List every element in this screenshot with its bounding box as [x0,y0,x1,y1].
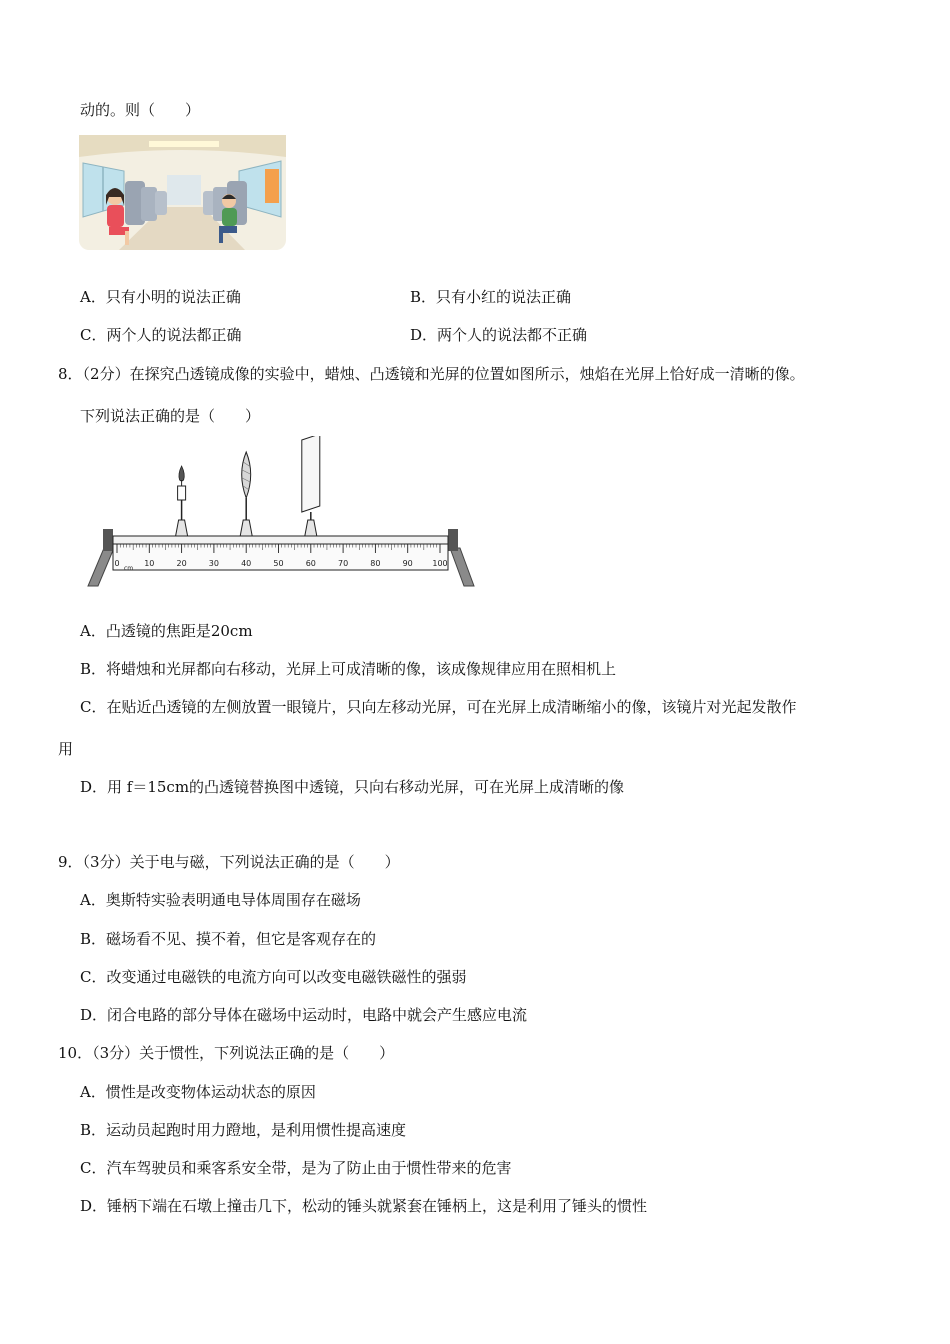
scale-label: 80 [370,559,381,568]
candle-flame [179,466,184,481]
bench-left-endblock [103,529,113,551]
q7-option-c: C．两个人的说法都正确 [80,326,242,344]
scale-label: 40 [241,559,252,568]
q8-option-c-line1: C．在贴近凸透镜的左侧放置一眼镜片，只向左移动光屏，可在光屏上成清晰缩小的像，该镜片对光起发散作 [80,698,797,716]
q8-option-b: B．将蜡烛和光屏都向右移动，光屏上可成清晰的像，该成像规律应用在照相机上 [80,660,617,678]
train-interior-illustration [79,135,286,250]
candle-holder [176,520,188,536]
scale-label: 10 [144,559,155,568]
bench-right-leg [450,548,474,586]
q7-stem-tail: 动的。则（ ） [80,101,201,119]
q7-option-a: A．只有小明的说法正确 [80,288,241,306]
scale-label: 50 [273,559,284,568]
q8-option-a: A．凸透镜的焦距是20cm [80,622,253,640]
scale-label: 90 [402,559,413,568]
q8-option-d: D．用 f＝15cm的凸透镜替换图中透镜，只向右移动光屏，可在光屏上成清晰的像 [80,778,625,796]
scale-label: 60 [305,559,316,568]
q10-option-c: C．汽车驾驶员和乘客系安全带，是为了防止由于惯性带来的危害 [80,1159,512,1177]
q10-option-d: D．锤柄下端在石墩上撞击几下，松动的锤头就紧套在锤柄上，这是利用了锤头的惯性 [80,1197,648,1215]
q8-stem-line2: 下列说法正确的是（ ） [80,407,261,425]
scale-label: 0 [114,559,120,568]
optical-bench-figure [86,436,478,590]
q7-option-b: B．只有小红的说法正确 [410,288,572,306]
q10-option-a: A．惯性是改变物体运动状态的原因 [80,1083,316,1101]
scale-label: 70 [338,559,349,568]
light-screen-board [302,436,320,512]
scale-label: 20 [176,559,187,568]
bench-left-leg [88,548,114,586]
candle [176,466,188,536]
bench-rail [113,536,448,544]
q7-option-d: D．两个人的说法都不正确 [410,326,588,344]
scale-label: 30 [208,559,219,568]
candle-body [178,486,186,500]
convex-lens [240,452,252,536]
bench-unit-label: cm [124,565,134,572]
convex-lens-glass [242,452,251,498]
scale-label: 100 [432,559,448,568]
lens-holder [240,520,252,536]
q9-option-c: C．改变通过电磁铁的电流方向可以改变电磁铁磁性的强弱 [80,968,467,986]
q10-stem: 10．（3分）关于惯性，下列说法正确的是（ ） [58,1044,395,1062]
screen-holder [305,520,317,536]
q8-option-c-line2: 用 [58,740,74,758]
q9-option-b: B．磁场看不见、摸不着，但它是客观存在的 [80,930,377,948]
q9-option-d: D．闭合电路的部分导体在磁场中运动时，电路中就会产生感应电流 [80,1006,528,1024]
q8-stem-line1: 8．（2分）在探究凸透镜成像的实验中，蜡烛、凸透镜和光屏的位置如图所示，烛焰在光屏上恰好成一清晰的像。 [58,365,805,383]
bench-right-endblock [448,529,458,551]
q9-stem: 9．（3分）关于电与磁，下列说法正确的是（ ） [58,853,400,871]
q10-option-b: B．运动员起跑时用力蹬地，是利用惯性提高速度 [80,1121,407,1139]
q9-option-a: A．奥斯特实验表明通电导体周围存在磁场 [80,891,361,909]
light-screen [302,436,320,536]
